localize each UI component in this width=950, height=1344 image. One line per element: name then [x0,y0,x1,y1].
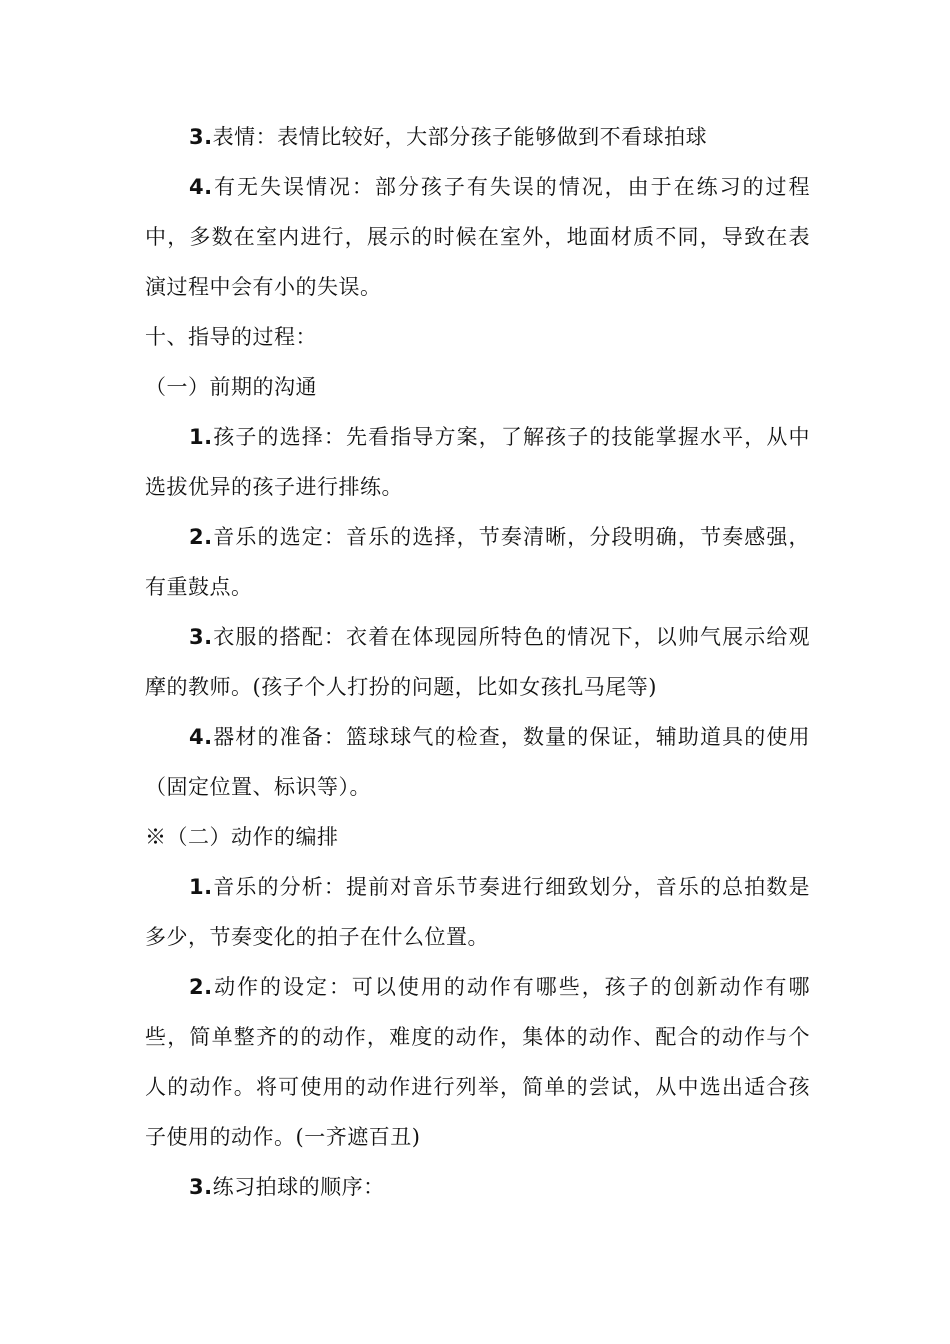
item-number: 3. [189,1175,213,1199]
item-number: 1. [189,875,213,899]
item-number: 1. [189,425,213,449]
list-item-practice-order [145,1162,810,1212]
list-item-music-analysis [145,862,810,962]
item-number: 3. [189,625,213,649]
item-text: 练习拍球的顺序： [212,1175,385,1199]
list-item-equipment [145,712,810,812]
item-number: 2. [189,525,213,549]
document-page [145,112,810,1212]
item-text: 音乐的分析：提前对音乐节奏进行细致划分，音乐的总拍数是多少，节奏变化的拍子在什么位置。 [145,875,810,949]
list-item-child-selection [145,412,810,512]
item-text: 器材的准备：篮球球气的检查，数量的保证，辅助道具的使用（固定位置、标识等）。 [145,725,810,799]
item-text: 孩子的选择：先看指导方案，了解孩子的技能掌握水平，从中选拔优异的孩子进行排练。 [145,425,810,499]
item-text: 有无失误情况：部分孩子有失误的情况，由于在练习的过程中，多数在室内进行，展示的时候在室外，地面材质不同，导致在表演过程中会有小的失误。 [145,175,810,299]
item-number: 2. [189,975,213,999]
subsection-heading-choreography: ※（二）动作的编排 [145,825,339,849]
list-item-expression [145,112,810,162]
item-text: 表情：表情比较好，大部分孩子能够做到不看球拍球 [212,125,708,149]
list-item-clothing [145,612,810,712]
item-number: 4. [189,175,213,199]
section-heading-guidance-process: 十、指导的过程： [145,325,317,349]
item-number: 3. [189,125,213,149]
subsection-heading-communication: （一）前期的沟通 [145,375,317,399]
list-item-mistakes [145,162,810,312]
list-item-movement-design [145,962,810,1162]
list-item-music-selection [145,512,810,612]
item-number: 4. [189,725,213,749]
item-text: 音乐的选定：音乐的选择，节奏清晰，分段明确，节奏感强，有重鼓点。 [145,525,810,599]
item-text: 动作的设定：可以使用的动作有哪些，孩子的创新动作有哪些，简单整齐的的动作，难度的动作，集体的动作、配合的动作与个人的动作。将可使用的动作进行列举，简单的尝试，从中选出适合孩子使用的动作。(一齐遮百丑) [145,975,810,1149]
item-text: 衣服的搭配：衣着在体现园所特色的情况下，以帅气展示给观摩的教师。(孩子个人打扮的问题，比如女孩扎马尾等) [145,625,810,699]
